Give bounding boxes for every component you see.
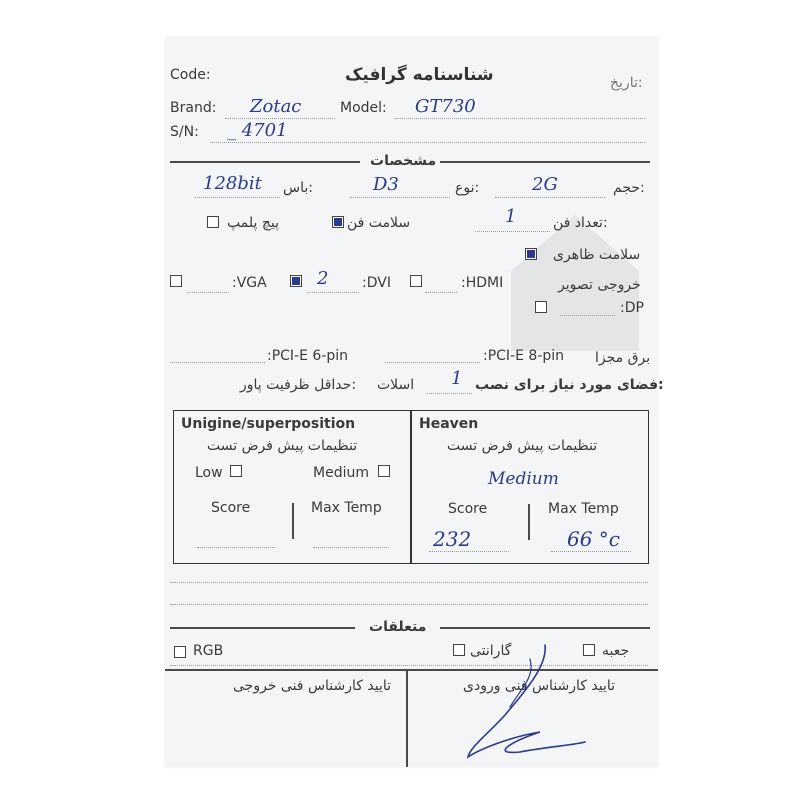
sn-value: _ 4701 [227, 120, 288, 141]
space-label: فضای مورد نیاز برای نصب: [475, 377, 664, 393]
fan-count-dots [475, 231, 550, 232]
entry-approval-label: تایید کارشناس فنی ورودی [463, 678, 616, 694]
brand-label: Brand: [170, 100, 217, 116]
output-label: خروجی تصویر [558, 277, 641, 293]
dp-dots [560, 315, 615, 316]
specs-heading: مشخصات [370, 153, 437, 169]
unigine-low-label: Low [195, 465, 223, 481]
unigine-low-checkbox[interactable] [230, 465, 242, 477]
min-psu-label: حداقل ظرفیت پاور: [240, 377, 357, 393]
model-label: Model: [340, 100, 387, 116]
rgb-checkbox[interactable] [174, 646, 186, 658]
blank-dots-2 [170, 604, 648, 605]
pipe-pump-checkbox[interactable] [207, 216, 219, 228]
dp-checkbox[interactable] [535, 301, 547, 313]
dp-label: :DP [620, 300, 644, 316]
hdmi-checkbox[interactable] [410, 275, 422, 287]
heaven-preset-value: Medium [488, 469, 559, 489]
dvi-dots [307, 292, 359, 293]
accessories-line-right [440, 627, 650, 629]
accessories-heading: متعلقات [369, 619, 427, 635]
sn-dots [210, 142, 645, 143]
hdmi-dots [425, 292, 457, 293]
type-dots [350, 197, 450, 198]
unigine-medium-label: Medium [313, 465, 369, 481]
warranty-label: گارانتی [470, 643, 512, 659]
slot-label: اسلات [377, 377, 415, 393]
code-label: Code: [170, 67, 211, 83]
pcie8-dots [385, 362, 480, 363]
dvi-label: :DVI [362, 275, 391, 291]
unigine-max-temp-dots [313, 547, 389, 548]
type-value: D3 [373, 174, 399, 195]
accessories-line-left [170, 627, 355, 629]
heaven-score-label: Score [448, 501, 488, 517]
graphics-card-form [165, 37, 664, 767]
appearance-checkbox[interactable] [525, 248, 537, 260]
pcie8-label: :PCI-E 8-pin [483, 348, 565, 364]
unigine-score-dots [197, 547, 275, 548]
form-title: شناسنامه گرافیک [345, 65, 494, 85]
space-value: 1 [451, 368, 463, 389]
heaven-max-temp-value: 66 °c [567, 527, 621, 551]
vga-dots [187, 292, 229, 293]
bus-dots [195, 197, 280, 198]
fan-count-label: تعداد فن: [553, 215, 608, 231]
sn-label: S/N: [170, 124, 199, 140]
fan-health-label: سلامت فن [347, 215, 411, 231]
specs-line-left [170, 161, 360, 163]
brand-value: Zotac [250, 96, 302, 117]
heaven-max-temp-label: Max Temp [548, 501, 619, 517]
unigine-title: Unigine/superposition [181, 416, 356, 432]
hdmi-label: :HDMI [461, 275, 504, 291]
space-dots [427, 393, 472, 394]
signature-drawing [450, 637, 590, 762]
volume-value: 2G [532, 174, 558, 195]
volume-label: حجم: [613, 180, 645, 196]
specs-line-right [440, 161, 650, 163]
pcie6-label: :PCI-E 6-pin [267, 348, 349, 364]
vga-checkbox[interactable] [170, 275, 182, 287]
type-label: نوع: [455, 180, 480, 196]
fan-health-checkbox[interactable] [332, 216, 344, 228]
box-label: جعبه [602, 643, 630, 659]
heaven-divider [528, 504, 530, 540]
pcie6-dots [170, 362, 265, 363]
unigine-box [173, 410, 411, 564]
volume-dots [495, 197, 605, 198]
fan-count-value: 1 [505, 206, 517, 227]
heaven-max-temp-dots [551, 551, 631, 552]
exit-approval-label: تایید کارشناس فنی خروجی [233, 678, 392, 694]
dvi-value: 2 [317, 268, 329, 289]
unigine-subtitle: تنظیمات پیش فرض تست [207, 438, 358, 454]
dvi-checkbox[interactable] [290, 275, 302, 287]
rgb-label: RGB [193, 643, 224, 659]
brand-dots [225, 118, 335, 119]
model-dots [395, 118, 645, 119]
power-label: برق مجزا [595, 350, 651, 366]
bus-label: باس: [283, 180, 313, 196]
heaven-score-value: 232 [433, 527, 472, 551]
heaven-subtitle: تنظیمات پیش فرض تست [447, 438, 598, 454]
vga-label: :VGA [232, 275, 267, 291]
unigine-medium-checkbox[interactable] [378, 465, 390, 477]
date-label: تاریخ: [610, 75, 643, 91]
model-value: GT730 [415, 96, 476, 117]
appearance-label: سلامت ظاهری [553, 247, 641, 263]
unigine-score-label: Score [211, 500, 251, 516]
approval-divider [406, 669, 408, 767]
bus-value: 128bit [203, 173, 262, 194]
heaven-score-dots [429, 551, 509, 552]
unigine-max-temp-label: Max Temp [311, 500, 382, 516]
pipe-pump-label: پیچ پلمپ [227, 215, 279, 231]
unigine-divider [292, 503, 294, 539]
heaven-title: Heaven [419, 416, 479, 432]
blank-dots-1 [170, 582, 648, 583]
